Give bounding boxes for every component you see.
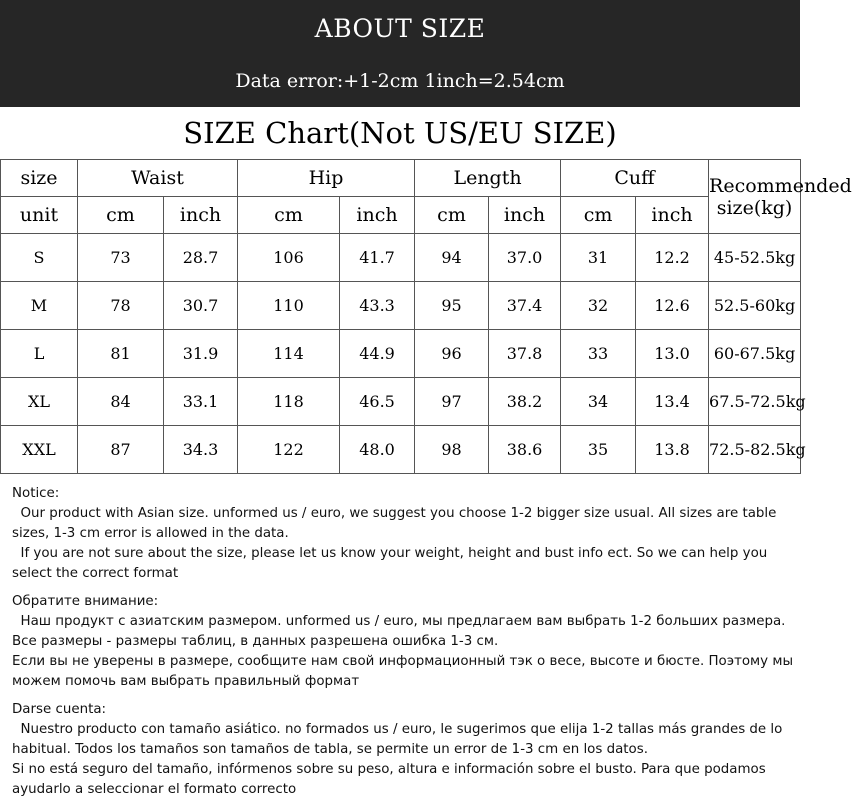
size-label: size	[1, 160, 78, 197]
table-cell: 96	[415, 330, 489, 378]
chart-title: SIZE Chart(Not US/EU SIZE)	[183, 116, 617, 150]
table-cell: 118	[238, 378, 340, 426]
notice-heading-es: Darse cuenta:	[12, 702, 107, 717]
unit-cell: inch	[489, 197, 561, 234]
header-row-groups	[1, 160, 801, 197]
table-cell: 43.3	[340, 282, 415, 330]
table-cell: 37.8	[489, 330, 561, 378]
recommended-cell: 72.5-82.5kg	[709, 426, 801, 474]
recommended-cell: 60-67.5kg	[709, 330, 801, 378]
notice-paragraph: If you are not sure about the size, please let us know your weight, height and bust info ect. So we can help you select the correct format	[12, 546, 772, 581]
group-cuff: Cuff	[561, 160, 709, 197]
recommended-line2: size(kg)	[716, 196, 793, 219]
recommended-cell: 52.5-60kg	[709, 282, 801, 330]
table-cell: 35	[561, 426, 636, 474]
table-cell: 114	[238, 330, 340, 378]
table-cell: 13.8	[636, 426, 709, 474]
table-cell: 87	[78, 426, 164, 474]
size-cell: XL	[1, 378, 78, 426]
table-cell: 81	[78, 330, 164, 378]
unit-cell: inch	[340, 197, 415, 234]
table-cell: 41.7	[340, 234, 415, 282]
notice-paragraph: Si no está seguro del tamaño, infórmenos sobre su peso, altura e información sobre el busto. Para que podamos ayudarlo a seleccionar el formato correcto	[12, 762, 770, 797]
notice-paragraph: Nuestro producto con tamaño asiático. no formados us / euro, le sugerimos que elija 1-2 tallas más grandes de lo habitual. Todos los tamaños son tamaños de tabla, se permite un error de 1-3 cm en los datos.	[12, 722, 787, 757]
table-cell: 34.3	[164, 426, 238, 474]
table-row	[1, 330, 801, 378]
unit-label: unit	[1, 197, 78, 234]
table-cell: 13.0	[636, 330, 709, 378]
table-cell: 95	[415, 282, 489, 330]
table-cell: 33	[561, 330, 636, 378]
unit-cell: cm	[561, 197, 636, 234]
header-subtitle: Data error:+1-2cm 1inch=2.54cm	[235, 70, 565, 92]
table-cell: 94	[415, 234, 489, 282]
table-cell: 73	[78, 234, 164, 282]
table-row	[1, 234, 801, 282]
recommended-line1: Recommended	[709, 174, 852, 197]
recommended-cell: 45-52.5kg	[709, 234, 801, 282]
unit-cell: cm	[415, 197, 489, 234]
table-cell: 46.5	[340, 378, 415, 426]
notice-heading-en: Notice:	[12, 486, 60, 501]
table-cell: 78	[78, 282, 164, 330]
group-waist: Waist	[78, 160, 238, 197]
header-row-units	[1, 197, 801, 234]
table-cell: 34	[561, 378, 636, 426]
unit-cell: cm	[78, 197, 164, 234]
table-cell: 37.4	[489, 282, 561, 330]
group-length: Length	[415, 160, 561, 197]
table-cell: 44.9	[340, 330, 415, 378]
table-row	[1, 378, 801, 426]
table-cell: 28.7	[164, 234, 238, 282]
table-cell: 84	[78, 378, 164, 426]
table-cell: 12.6	[636, 282, 709, 330]
table-cell: 98	[415, 426, 489, 474]
group-hip: Hip	[238, 160, 415, 197]
size-table	[0, 159, 852, 474]
table-row	[1, 282, 801, 330]
table-cell: 32	[561, 282, 636, 330]
table-cell: 106	[238, 234, 340, 282]
table-cell: 12.2	[636, 234, 709, 282]
size-cell: L	[1, 330, 78, 378]
table-cell: 33.1	[164, 378, 238, 426]
header-banner	[0, 0, 800, 107]
table-cell: 122	[238, 426, 340, 474]
size-cell: S	[1, 234, 78, 282]
table-cell: 38.2	[489, 378, 561, 426]
table-cell: 31	[561, 234, 636, 282]
table-cell: 30.7	[164, 282, 238, 330]
table-cell: 97	[415, 378, 489, 426]
notice-paragraph: Our product with Asian size. unformed us / euro, we suggest you choose 1-2 bigger size usual. All sizes are table sizes, 1-3 cm error is allowed in the data.	[12, 506, 781, 541]
unit-cell: inch	[164, 197, 238, 234]
unit-cell: inch	[636, 197, 709, 234]
table-cell: 13.4	[636, 378, 709, 426]
notice-heading-ru: Обратите внимание:	[12, 594, 159, 609]
table-cell: 48.0	[340, 426, 415, 474]
header-title: ABOUT SIZE	[314, 14, 486, 43]
table-cell: 110	[238, 282, 340, 330]
recommended-header	[709, 160, 852, 234]
recommended-cell: 67.5-72.5kg	[709, 378, 801, 426]
table-cell: 37.0	[489, 234, 561, 282]
notice-paragraph: Наш продукт с азиатским размером. unformed us / euro, мы предлагаем вам выбрать 1-2 больших размера. Все размеры - размеры таблиц, в данных разрешена ошибка 1-3 см.	[12, 614, 790, 649]
notice-paragraph: Если вы не уверены в размере, сообщите нам свой информационный тэк о весе, высоте и бюсте. Поэтому мы можем помочь вам выбрать правильный формат	[12, 654, 798, 689]
size-cell: M	[1, 282, 78, 330]
table-cell: 38.6	[489, 426, 561, 474]
size-cell: XXL	[1, 426, 78, 474]
table-row	[1, 426, 801, 474]
notes-section	[12, 484, 798, 800]
table-cell: 31.9	[164, 330, 238, 378]
unit-cell: cm	[238, 197, 340, 234]
